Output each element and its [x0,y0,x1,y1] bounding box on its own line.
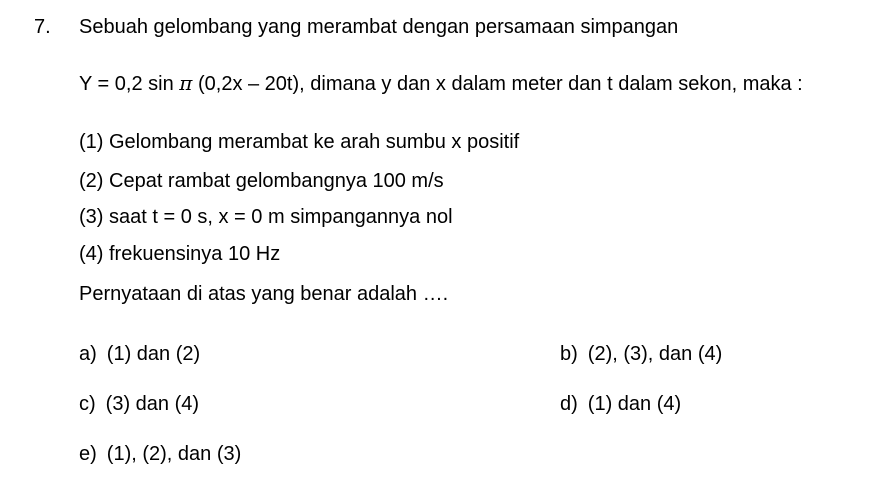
statement-2: (2) Cepat rambat gelombangnya 100 m/s [79,170,444,192]
question-equation [79,71,803,96]
pi-symbol: π [179,71,193,95]
option-e[interactable] [79,442,241,466]
option-letter: b) [560,343,578,365]
option-d[interactable] [560,392,681,416]
option-letter: e) [79,443,97,465]
option-text: (1), (2), dan (3) [106,443,242,465]
option-letter: a) [79,343,97,365]
statement-4: (4) frekuensinya 10 Hz [79,243,281,265]
question-prompt: Pernyataan di atas yang benar adalah …. [79,283,449,305]
option-text: (2), (3), dan (4) [587,343,723,365]
option-b[interactable] [560,342,722,366]
question-stem: Sebuah gelombang yang merambat dengan persamaan simpangan [79,16,679,38]
option-letter: c) [79,393,96,415]
equation-suffix: (0,2x – 20t), dimana y dan x dalam meter dan t dalam sekon, maka : [192,73,803,95]
option-a[interactable] [79,342,200,366]
option-letter: d) [560,393,578,415]
statement-1: (1) Gelombang merambat ke arah sumbu x positif [79,131,520,153]
option-text: (1) dan (4) [587,393,682,415]
option-text: (1) dan (2) [106,343,201,365]
option-c[interactable] [79,392,199,416]
statement-3: (3) saat t = 0 s, x = 0 m simpangannya nol [79,206,453,228]
equation-prefix: Y = 0,2 sin [79,73,180,95]
question-number: 7. [34,16,51,38]
option-text: (3) dan (4) [105,393,200,415]
